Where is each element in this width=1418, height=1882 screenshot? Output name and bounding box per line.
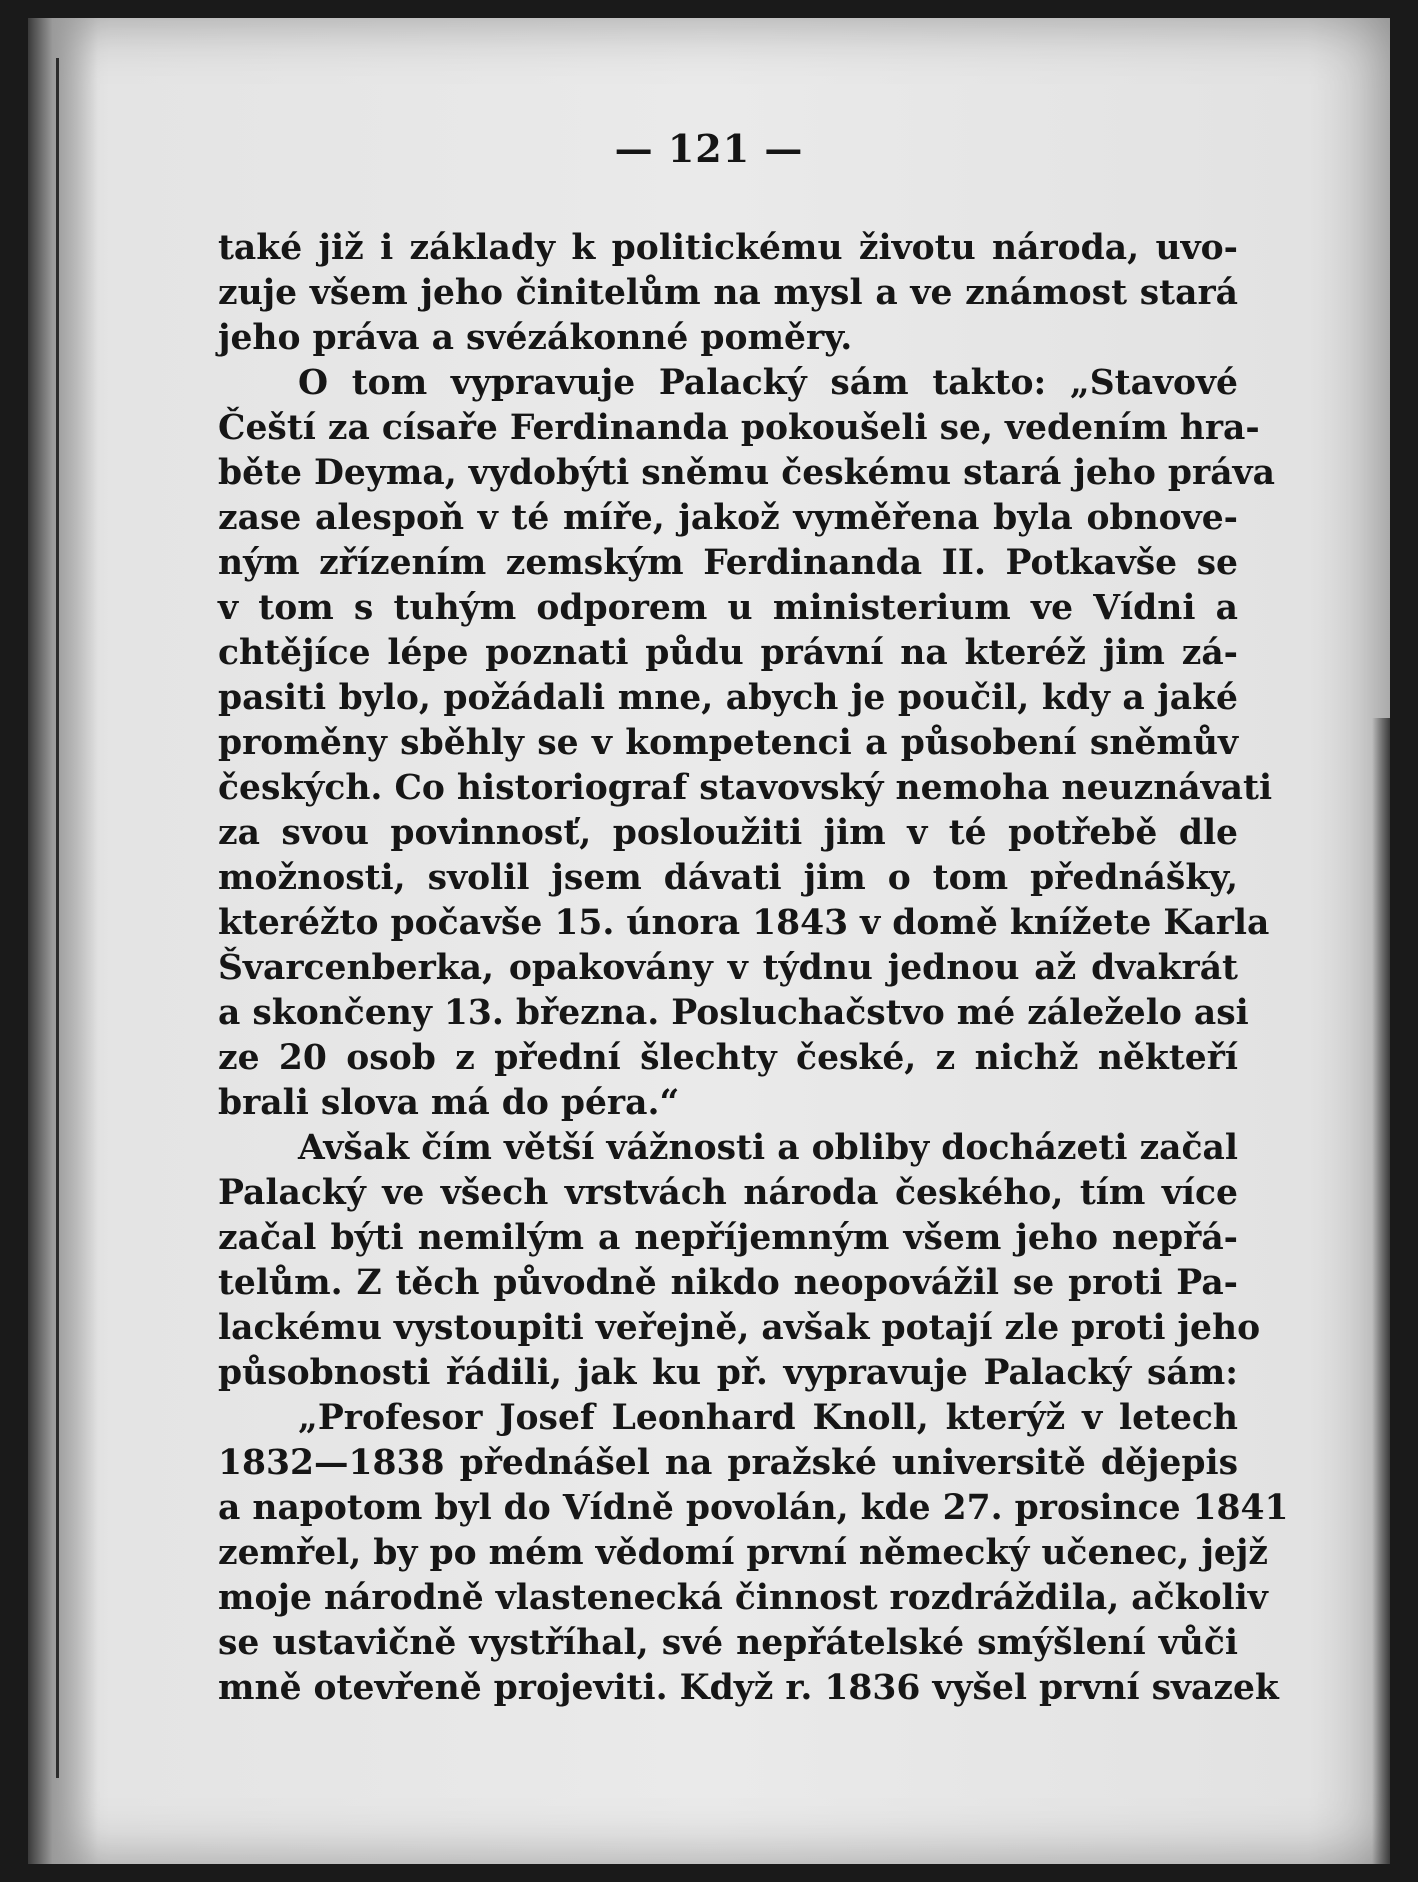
- body-text: [218, 226, 1289, 1711]
- text-line: ným zřízením zemským Ferdinanda II. Potkavše se: [218, 543, 1238, 583]
- text-line: se ustavičně vystříhal, své nepřátelské smýšlení vůči: [218, 1623, 1238, 1663]
- text-line: Avšak čím větší vážnosti a obliby docházeti začal: [298, 1128, 1238, 1168]
- text-line: za svou povinnosť, posloužiti jim v té potřebě dle: [218, 813, 1238, 853]
- text-line: proměny sběhly se v kompetenci a působení sněmův: [218, 723, 1238, 763]
- text-line: také již i základy k politickému životu národa, uvo-: [218, 228, 1238, 268]
- text-line: zemřel, by po mém vědomí první německý učenec, jejž: [218, 1533, 1268, 1573]
- text-line: moje národně vlastenecká činnost rozdráždila, ačkoliv: [218, 1578, 1268, 1618]
- text-line: Čeští za císaře Ferdinanda pokoušeli se, vedením hra-: [218, 408, 1260, 448]
- text-line: českých. Co historiograf stavovský nemoha neuznávati: [218, 768, 1273, 808]
- book-page: [28, 18, 1390, 1864]
- text-line: Švarcenberka, opakovány v týdnu jednou až dvakrát: [218, 948, 1238, 988]
- text-line: zase alespoň v té míře, jakož vyměřena byla obnove-: [218, 498, 1238, 538]
- text-line: možnosti, svolil jsem dávati jim o tom přednášky,: [218, 858, 1238, 898]
- text-line: a skončeny 13. března. Posluchačstvo mé záleželo asi: [218, 993, 1249, 1033]
- text-line: působnosti řádili, jak ku př. vypravuje Palacký sám:: [218, 1353, 1238, 1393]
- text-line: O tom vypravuje Palacký sám takto: „Stavové: [298, 363, 1238, 403]
- text-line: ze 20 osob z přední šlechty české, z nichž někteří: [218, 1038, 1238, 1078]
- text-line: brali slova má do péra.“: [218, 1083, 680, 1123]
- text-line: pasiti bylo, požádali mne, abych je poučil, kdy a jaké: [218, 678, 1238, 718]
- text-line: začal býti nemilým a nepříjemným všem jeho nepřá-: [218, 1218, 1238, 1258]
- page-edge-shadow: [1372, 718, 1390, 1864]
- text-line: mně otevřeně projeviti. Když r. 1836 vyšel první svazek: [218, 1668, 1279, 1708]
- page-gutter-shadow: [28, 18, 98, 1864]
- text-line: a napotom byl do Vídně povolán, kde 27. prosince 1841: [218, 1488, 1289, 1528]
- text-line: 1832—1838 přednášel na pražské universitě dějepis: [218, 1443, 1238, 1483]
- text-line: zuje všem jeho činitelům na mysl a ve známost stará: [218, 273, 1238, 313]
- text-line: lackému vystoupiti veřejně, avšak potají zle proti jeho: [218, 1308, 1261, 1348]
- text-line: běte Deyma, vydobýti sněmu českému stará jeho práva: [218, 453, 1275, 493]
- page-number: — 121 —: [614, 126, 804, 171]
- text-line: chtějíce lépe poznati půdu právní na kteréž jim zá-: [218, 633, 1238, 673]
- text-line: „Profesor Josef Leonhard Knoll, kterýž v letech: [298, 1398, 1238, 1438]
- binding-edge: [56, 58, 59, 1778]
- text-line: jeho práva a svézákonné poměry.: [218, 318, 853, 358]
- text-line: kteréžto počavše 15. února 1843 v domě knížete Karla: [218, 903, 1270, 943]
- text-line: telům. Z těch původně nikdo neopovážil se proti Pa-: [218, 1263, 1238, 1303]
- text-line: v tom s tuhým odporem u ministerium ve Vídni a: [218, 588, 1238, 628]
- text-line: Palacký ve všech vrstvách národa českého, tím více: [218, 1173, 1238, 1213]
